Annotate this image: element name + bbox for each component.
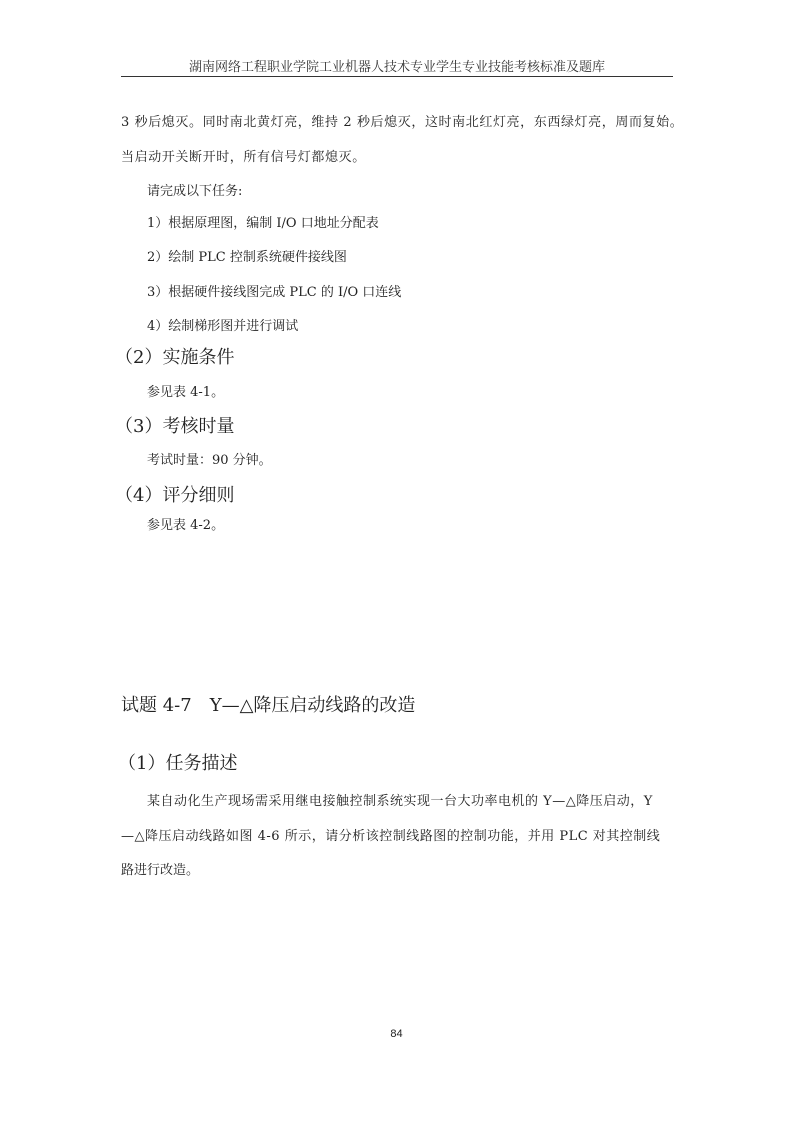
description-line: 某自动化生产现场需采用继电接触控制系统实现一台大功率电机的 Y—△降压启动，Y (147, 794, 653, 809)
page-header: 湖南网络工程职业学院工业机器人技术专业学生专业技能考核标准及题库 (188, 60, 605, 75)
task-item: 1）根据原理图，编制 I/O 口地址分配表 (147, 216, 379, 231)
section-text: 考试时量：90 分钟。 (147, 453, 272, 468)
task-intro: 请完成以下任务: (147, 184, 243, 199)
paragraph-line: 当启动开关断开时，所有信号灯都熄灭。 (121, 150, 366, 165)
task-item: 3）根据硬件接线图完成 PLC 的 I/O 口连线 (147, 285, 402, 300)
question-title: 试题 4-7 Y—△降压启动线路的改造 (121, 695, 416, 716)
section-text: 参见表 4-1。 (147, 385, 225, 400)
task-item: 2）绘制 PLC 控制系统硬件接线图 (147, 250, 347, 265)
description-line: 路进行改造。 (121, 863, 200, 878)
paragraph-line: 3 秒后熄灭。同时南北黄灯亮，维持 2 秒后熄灭，这时南北红灯亮，东西绿灯亮，周而复始。 (121, 115, 684, 130)
section-text: 参见表 4-2。 (147, 518, 225, 533)
section-heading: （3）考核时量 (115, 416, 235, 437)
header-rule (121, 76, 673, 77)
task-item: 4）绘制梯形图并进行调试 (147, 319, 299, 334)
section-heading: （1）任务描述 (118, 753, 238, 774)
section-heading: （2）实施条件 (115, 347, 235, 368)
description-line: —△降压启动线路如图 4-6 所示，请分析该控制线路图的控制功能，并用 PLC 对其控制线 (121, 829, 661, 844)
page-number: 84 (390, 1028, 403, 1040)
section-heading: （4）评分细则 (115, 485, 235, 506)
